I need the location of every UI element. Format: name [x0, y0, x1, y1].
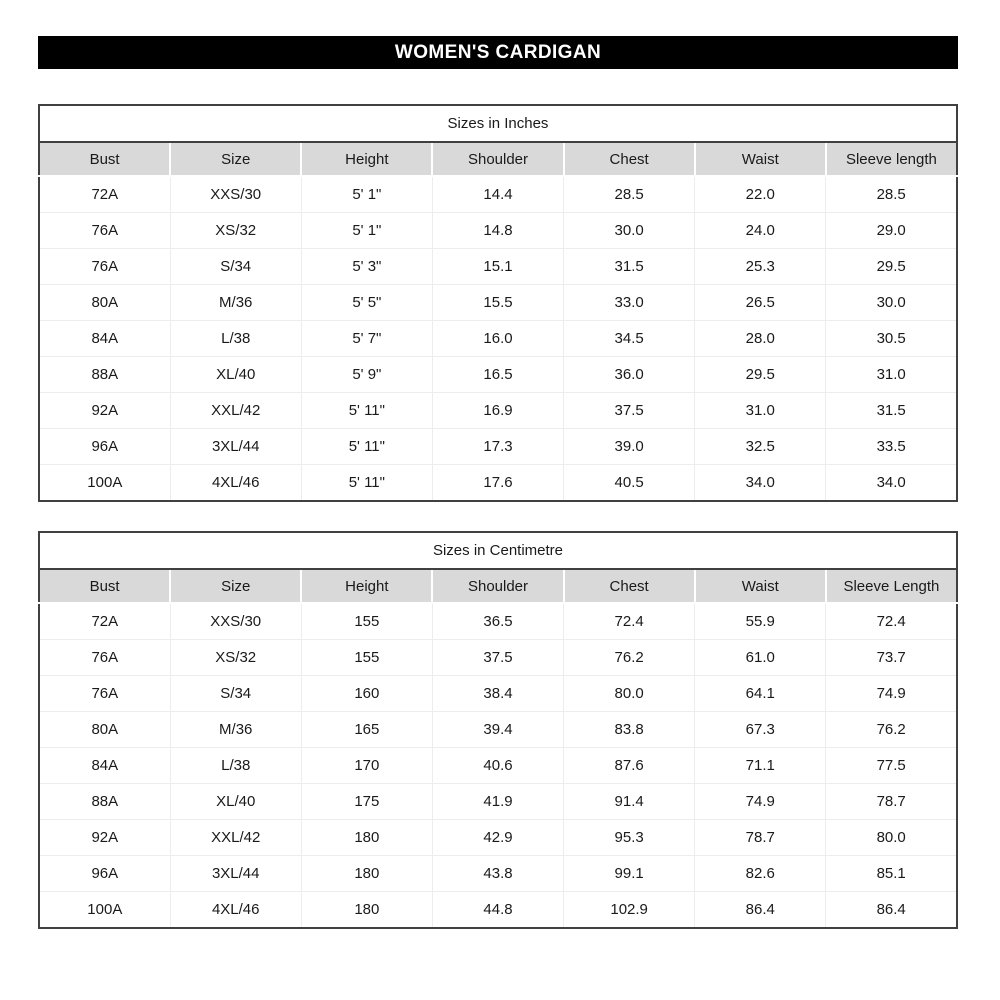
cell: 36.0 [564, 357, 695, 393]
cell: 170 [301, 748, 432, 784]
cell: 3XL/44 [170, 856, 301, 892]
cell: S/34 [170, 676, 301, 712]
cell: 33.5 [826, 429, 957, 465]
table-row [39, 393, 957, 429]
column-header-bust: Bust [39, 142, 170, 176]
column-header-height: Height [301, 142, 432, 176]
cell: 14.8 [432, 213, 563, 249]
cell: 43.8 [432, 856, 563, 892]
cell: 16.0 [432, 321, 563, 357]
cell: 28.5 [564, 176, 695, 213]
table-row [39, 712, 957, 748]
cell: 84A [39, 321, 170, 357]
cell: XS/32 [170, 213, 301, 249]
cell: 74.9 [826, 676, 957, 712]
cell: 95.3 [564, 820, 695, 856]
cell: XXS/30 [170, 176, 301, 213]
cell: 15.1 [432, 249, 563, 285]
table-row [39, 784, 957, 820]
table-body [39, 176, 957, 501]
cell: 16.9 [432, 393, 563, 429]
cell: 40.5 [564, 465, 695, 502]
table-row [39, 820, 957, 856]
cell: XXL/42 [170, 393, 301, 429]
cell: 72A [39, 176, 170, 213]
cell: 100A [39, 892, 170, 929]
column-header-bust: Bust [39, 569, 170, 603]
cell: 36.5 [432, 603, 563, 640]
cell: 15.5 [432, 285, 563, 321]
cell: 76A [39, 676, 170, 712]
cell: XL/40 [170, 784, 301, 820]
table-row [39, 640, 957, 676]
cell: 5' 5" [301, 285, 432, 321]
cell: L/38 [170, 748, 301, 784]
cell: 155 [301, 640, 432, 676]
cell: 5' 9" [301, 357, 432, 393]
column-header-sleeve-length: Sleeve Length [826, 569, 957, 603]
cell: 31.0 [826, 357, 957, 393]
cell: 78.7 [695, 820, 826, 856]
centimetre-size-table [38, 531, 958, 929]
column-header-shoulder: Shoulder [432, 142, 563, 176]
cell: 165 [301, 712, 432, 748]
cell: 31.0 [695, 393, 826, 429]
cell: S/34 [170, 249, 301, 285]
cell: 180 [301, 892, 432, 929]
table-row [39, 321, 957, 357]
cell: 14.4 [432, 176, 563, 213]
cell: 72.4 [564, 603, 695, 640]
cell: 17.6 [432, 465, 563, 502]
column-header-waist: Waist [695, 569, 826, 603]
cell: 31.5 [564, 249, 695, 285]
column-header-size: Size [170, 142, 301, 176]
cell: 29.0 [826, 213, 957, 249]
table-row [39, 176, 957, 213]
cell: M/36 [170, 285, 301, 321]
table-title: Sizes in Centimetre [39, 532, 957, 569]
cell: 85.1 [826, 856, 957, 892]
column-header-shoulder: Shoulder [432, 569, 563, 603]
table-title-row [39, 105, 957, 142]
cell: 33.0 [564, 285, 695, 321]
cell: 5' 1" [301, 213, 432, 249]
cell: 31.5 [826, 393, 957, 429]
cell: 77.5 [826, 748, 957, 784]
cell: 42.9 [432, 820, 563, 856]
cell: 34.0 [826, 465, 957, 502]
cell: 55.9 [695, 603, 826, 640]
cell: 64.1 [695, 676, 826, 712]
column-header-size: Size [170, 569, 301, 603]
cell: 40.6 [432, 748, 563, 784]
cell: 34.5 [564, 321, 695, 357]
cell: 80A [39, 285, 170, 321]
table-row [39, 357, 957, 393]
cell: 99.1 [564, 856, 695, 892]
table-title: Sizes in Inches [39, 105, 957, 142]
column-header-chest: Chest [564, 569, 695, 603]
cell: 5' 7" [301, 321, 432, 357]
cell: 100A [39, 465, 170, 502]
cell: 155 [301, 603, 432, 640]
cell: 4XL/46 [170, 465, 301, 502]
cell: 44.8 [432, 892, 563, 929]
cell: XXS/30 [170, 603, 301, 640]
cell: 4XL/46 [170, 892, 301, 929]
cell: 96A [39, 429, 170, 465]
cell: 88A [39, 784, 170, 820]
cell: XXL/42 [170, 820, 301, 856]
cell: 37.5 [564, 393, 695, 429]
cell: 80.0 [826, 820, 957, 856]
cell: 72A [39, 603, 170, 640]
table-row [39, 249, 957, 285]
cell: 92A [39, 393, 170, 429]
centimetre-table-section [38, 531, 958, 929]
cell: 5' 3" [301, 249, 432, 285]
cell: XL/40 [170, 357, 301, 393]
cell: 25.3 [695, 249, 826, 285]
table-row [39, 676, 957, 712]
cell: 88A [39, 357, 170, 393]
cell: 175 [301, 784, 432, 820]
cell: 78.7 [826, 784, 957, 820]
cell: 61.0 [695, 640, 826, 676]
table-row [39, 429, 957, 465]
cell: 28.5 [826, 176, 957, 213]
cell: 67.3 [695, 712, 826, 748]
cell: 76A [39, 640, 170, 676]
table-row [39, 892, 957, 929]
cell: 76.2 [564, 640, 695, 676]
cell: 22.0 [695, 176, 826, 213]
cell: 84A [39, 748, 170, 784]
cell: 17.3 [432, 429, 563, 465]
cell: 80A [39, 712, 170, 748]
cell: 30.0 [826, 285, 957, 321]
cell: 86.4 [695, 892, 826, 929]
cell: 16.5 [432, 357, 563, 393]
table-row [39, 285, 957, 321]
cell: 180 [301, 820, 432, 856]
cell: 39.0 [564, 429, 695, 465]
inches-size-table [38, 104, 958, 502]
cell: 76A [39, 249, 170, 285]
cell: 82.6 [695, 856, 826, 892]
cell: 102.9 [564, 892, 695, 929]
table-body [39, 603, 957, 928]
cell: L/38 [170, 321, 301, 357]
column-header-chest: Chest [564, 142, 695, 176]
column-header-waist: Waist [695, 142, 826, 176]
cell: 5' 11" [301, 465, 432, 502]
cell: 34.0 [695, 465, 826, 502]
cell: 74.9 [695, 784, 826, 820]
cell: 76.2 [826, 712, 957, 748]
cell: 37.5 [432, 640, 563, 676]
cell: 80.0 [564, 676, 695, 712]
cell: 3XL/44 [170, 429, 301, 465]
cell: 5' 1" [301, 176, 432, 213]
cell: 41.9 [432, 784, 563, 820]
table-header-row [39, 569, 957, 603]
cell: 96A [39, 856, 170, 892]
cell: 71.1 [695, 748, 826, 784]
cell: 83.8 [564, 712, 695, 748]
table-header-row [39, 142, 957, 176]
cell: 30.0 [564, 213, 695, 249]
cell: 38.4 [432, 676, 563, 712]
cell: 73.7 [826, 640, 957, 676]
table-title-row [39, 532, 957, 569]
inches-table-section [38, 104, 958, 502]
cell: 5' 11" [301, 429, 432, 465]
cell: 76A [39, 213, 170, 249]
table-row [39, 856, 957, 892]
cell: 30.5 [826, 321, 957, 357]
cell: 91.4 [564, 784, 695, 820]
column-header-sleeve-length: Sleeve length [826, 142, 957, 176]
cell: 24.0 [695, 213, 826, 249]
cell: 29.5 [826, 249, 957, 285]
table-row [39, 465, 957, 502]
page-title: WOMEN'S CARDIGAN [394, 41, 602, 63]
table-row [39, 603, 957, 640]
cell: 32.5 [695, 429, 826, 465]
column-header-height: Height [301, 569, 432, 603]
cell: XS/32 [170, 640, 301, 676]
cell: 26.5 [695, 285, 826, 321]
table-row [39, 213, 957, 249]
cell: M/36 [170, 712, 301, 748]
cell: 28.0 [695, 321, 826, 357]
cell: 180 [301, 856, 432, 892]
table-row [39, 748, 957, 784]
cell: 5' 11" [301, 393, 432, 429]
cell: 72.4 [826, 603, 957, 640]
cell: 160 [301, 676, 432, 712]
page-title-banner [38, 36, 958, 69]
cell: 29.5 [695, 357, 826, 393]
cell: 39.4 [432, 712, 563, 748]
cell: 87.6 [564, 748, 695, 784]
cell: 86.4 [826, 892, 957, 929]
cell: 92A [39, 820, 170, 856]
